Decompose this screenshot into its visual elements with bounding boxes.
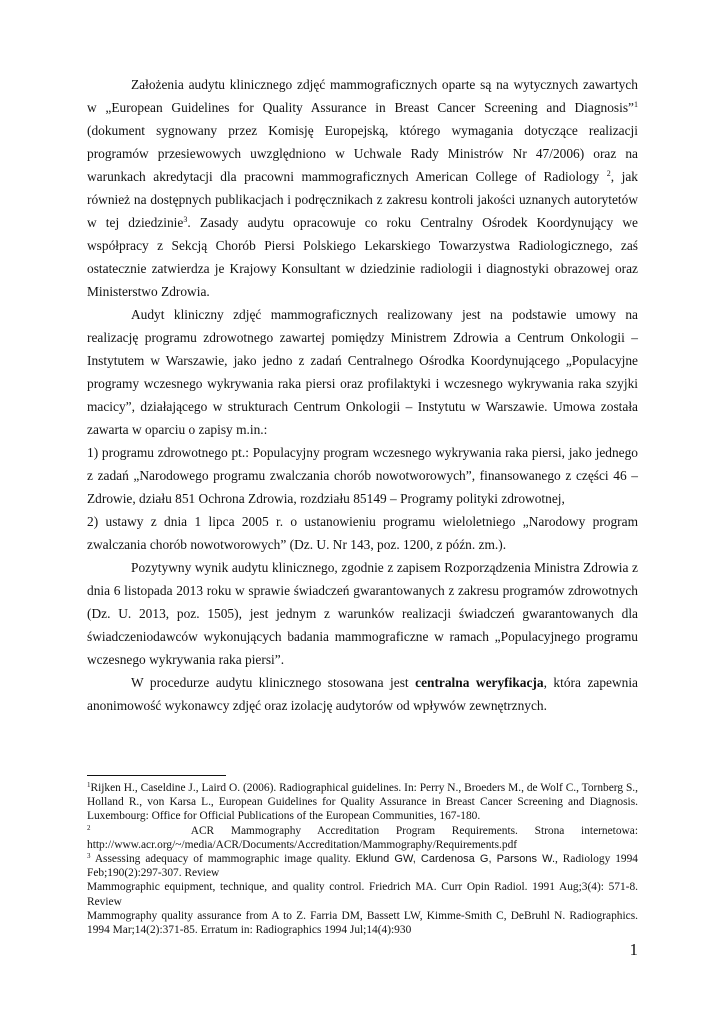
paragraph-central-verification xyxy=(87,671,638,717)
paragraph-list-item-1: 1) programu zdrowotnego pt.: Populacyjny program wczesnego wykrywania raka piersi, jako jednego z zadań „Narodowego programu zwalczania chorób nowotworowych”, finansowanego z części 46 – Zdrowie, działu 851 Ochrona Zdrowia, rozdziału 85149 – Programy polityki zdrowotnej, xyxy=(87,445,638,506)
footnote-1 xyxy=(87,781,638,824)
bold-term: centralna weryfikacja xyxy=(415,675,544,690)
footnote-extra-2: Mammography quality assurance from A to Z. Farria DM, Bassett LW, Kimme-Smith C, DeBruhl N. Radiographics. 1994 Mar;14(2):371-85. Erratum in: Radiographics 1994 Jul;14(4):930 xyxy=(87,909,638,937)
footnote-number: 2 xyxy=(87,823,91,832)
paragraph-text: . Zasady audytu opracowuje co roku Centralny Ośrodek Koordynujący we współpracy z Sekcją Chorób Piersi Polskiego Lekarskiego Towarzystwa Radiologicznego, zaś ostatecznie zatwierdza je Krajowy Konsultant w dziedzinie radiologii i diagnostyki obrazowej oraz Ministerstwo Zdrowia. xyxy=(87,215,638,299)
paragraph-guidelines xyxy=(87,73,638,303)
paragraph-list-item-2: 2) ustawy z dnia 1 lipca 2005 r. o ustanowieniu programu wieloletniego „Narodowy program zwalczania chorób nowotworowych” (Dz. U. Nr 143, poz. 1200, z późn. zm.). xyxy=(87,514,638,552)
paragraph-text: W procedurze audytu klinicznego stosowana jest xyxy=(131,675,416,690)
footnote-divider xyxy=(87,775,226,776)
page-number: 1 xyxy=(629,940,638,959)
footnote-text: Assessing adequacy of mammographic image quality. xyxy=(90,853,356,866)
paragraph-text: (dokument sygnowany przez Komisję Europejską, którego wymagania dotyczące realizacji programów przesiewowych uwzględniono w Uchwale Rady Ministrów Nr 47/2006) oraz na warunkach akredytacji dla pracowni mammograficznych American College of Radiology xyxy=(87,123,638,184)
footnote-ref-1[interactable]: 1 xyxy=(634,100,638,109)
footnote-2 xyxy=(87,824,638,852)
footnote-text: ACR Mammography Accreditation Program Requirements. Strona internetowa: http://www.acr.org/~/media/ACR/Documents/Accreditation/Mammography/Requirements.pdf xyxy=(87,824,638,851)
footnote-3 xyxy=(87,852,638,880)
footnote-text: Rijken H., Caseldine J., Laird O. (2006). Radiographical guidelines. In: Perry N., Broeders M., de Wolf C., Tornberg S., Holland R., von Karsa L., European Guidelines for Quality Assurance in Breast Cancer Screening and Diagnosis. Luxembourg: Office for Official Publications of the European Communities, 167-180. xyxy=(87,782,638,823)
paragraph-text: , która zapewnia anonimowość wykonawcy zdjęć oraz izolację audytorów od wpływów zewnętrznych. xyxy=(87,675,638,713)
footnote-ref-3[interactable]: 3 xyxy=(183,215,188,224)
footnote-number: 3 xyxy=(87,852,91,861)
paragraph-text: Założenia audytu klinicznego zdjęć mammograficznych oparte są na wytycznych zawartych w „European Guidelines for Quality Assurance in Breast Cancer Screening and Diagnosis” xyxy=(87,77,638,115)
footnote-authors: Eklund GW, Cardenosa G, Parsons W. xyxy=(355,853,556,866)
footnote-text: , Radiology 1994 Feb;190(2):297-307. Review xyxy=(87,853,638,880)
paragraph-positive-result: Pozytywny wynik audytu klinicznego, zgodnie z zapisem Rozporządzenia Ministra Zdrowia z dnia 6 listopada 2013 roku w sprawie świadczeń gwarantowanych z zakresu programów zdrowotnych (Dz. U. 2013, poz. 1505), jest jednym z warunków realizacji świadczeń gwarantowanych dla świadczeniodawców wykonujących badania mammograficzne w ramach „Populacyjnego programu wczesnego wykrywania raka piersi”. xyxy=(87,560,638,667)
paragraph-audit-contract: Audyt kliniczny zdjęć mammograficznych realizowany jest na podstawie umowy na realizację programu zdrowotnego zawartej pomiędzy Ministrem Zdrowia a Centrum Onkologii – Instytutem w Warszawie, jako jedno z zadań Centralnego Ośrodka Koordynującego „Populacyjne programy wczesnego wykrywania raka piersi oraz profilaktyki i wczesnego wykrywania raka szyjki macicy”, działającego w strukturach Centrum Onkologii – Instytutu w Warszawie. Umowa została zawarta w oparciu o zapisy m.in.: xyxy=(87,307,638,437)
footnote-ref-2[interactable]: 2 xyxy=(606,169,611,178)
footnotes xyxy=(87,781,638,937)
footnote-number: 1 xyxy=(87,781,91,789)
paragraph-text: , jak również na dostępnych publikacjach i podręcznikach z zakresu kontroli jakości uznanych autorytetów w tej dziedzinie xyxy=(87,169,638,230)
footnote-extra-1: Mammographic equipment, technique, and quality control. Friedrich MA. Curr Opin Radiol. 1991 Aug;3(4): 571-8. Review xyxy=(87,881,638,908)
body-text xyxy=(87,73,638,717)
